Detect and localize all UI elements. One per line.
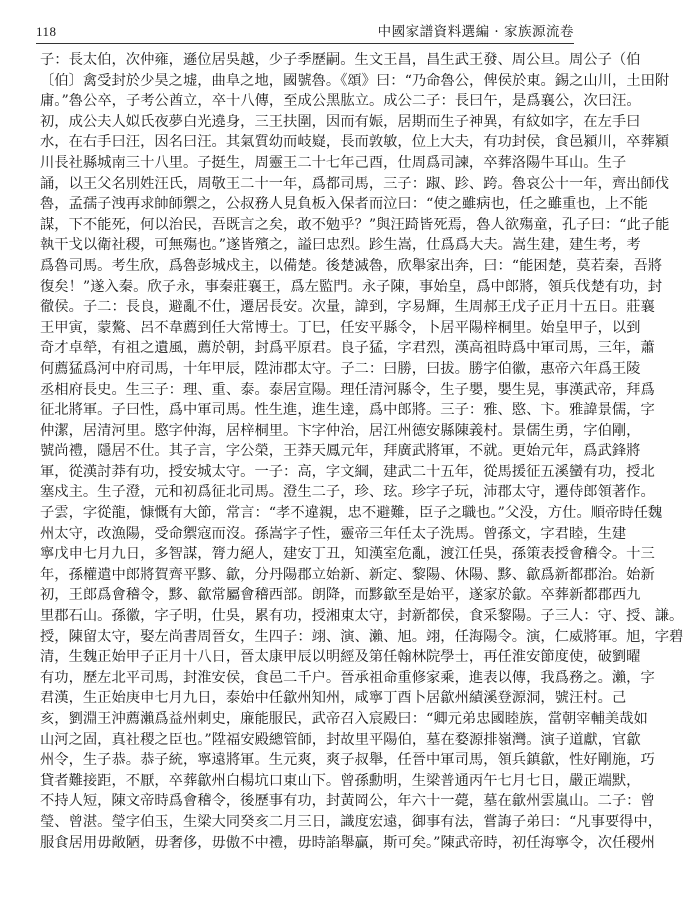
running-header xyxy=(36,14,574,40)
text-line: 號尚禮，隱居不仕。其子言，字公榮，王莽天鳳元年，拜廣武將軍，不就。更始元年，爲武鋒將 xyxy=(40,443,641,460)
text-line: 授，陳留太守，娶左尚書周晉女，生四子：翊、演、瀨、旭。翊，任海陽令。演，仁威將軍。旭，字碧 xyxy=(40,628,683,645)
text-line: 有功，歷左北平司馬，封淮安侯，食邑二千户。晉承祖命重修家乘，進表以傳，我爲務之。瀨，字 xyxy=(40,669,655,686)
text-line: 征北將軍。子曰性，爲中軍司馬。性生進，進生達，爲中郎將。三子：雅、愍、卞。雅諱景儒，字 xyxy=(40,402,655,419)
book-title: 中國家譜資料選編 · 家族源流卷 xyxy=(377,24,574,40)
text-line: 仲潔，居清河里。愍字仲海，居梓桐里。卞字仲治，居江州德安縣陳義村。景儒生勇，字伯剛， xyxy=(40,422,641,439)
header-rule xyxy=(36,43,574,44)
text-line: 塞戍主。生子澄，元和初爲征北司馬。澄生二子，珍、玹。珍字子玩，沛郡太守，遷侍郎領著作。 xyxy=(40,484,655,501)
text-line: 執干戈以衛社稷，可無殤也。”遂皆殯之，謚曰忠烈。跈生嵩，仕爲爲大夫。嵩生建，建生考，考 xyxy=(40,237,641,254)
text-line: 年，孫權遣中郎將賀齊平黟、歙，分丹陽郡立始新、新定、黎陽、休陽、黟、歙爲新都郡治。始新 xyxy=(40,566,655,583)
text-line: 魯，孟孺子洩再求帥師禦之，公叔務人見負板入保者而泣曰：“使之雖病也，任之雖重也，上不能 xyxy=(40,196,648,213)
text-line: 復矣！”遂入秦。欣子永，事秦莊襄王，爲左監門。永子陳，事始皇，爲中郎將，領兵伐楚有功，封 xyxy=(40,278,663,295)
text-line: 瑩、曾湛。瑩字伯玉，生梁大同癸亥二月三日，識度宏遠，御事有法，嘗誨子弟曰：“凡事要得中， xyxy=(40,813,663,830)
text-line: 里郡石山。孫徽，字子明，仕吳，累有功，授湘東太守，封新都侯，食采黎陽。子三人：守、授、謙。 xyxy=(40,608,683,625)
text-line: 君漢，生正始庚申七月九日，泰始中任歙州知州，咸寧丁酉卜居歙州績溪登源洞，號汪村。己 xyxy=(40,690,627,707)
text-line: 貸者難接距，不厭，卒葬歙州白楊坑口東山下。曾孫勳明，生梁普通丙午七月七日，嚴正端默， xyxy=(40,772,641,789)
page-number: 118 xyxy=(36,24,57,39)
text-line: 服食居用毋敞陋，毋奢侈，毋傲不中禮，毋時諂舉贏，斯可矣。”陳武帝時，初任海寧令，次任稷州 xyxy=(40,834,655,851)
text-line: 誦，以王父名別姓汪氏，周敬王二十一年，爲都司馬，三子：踧、跈、跨。魯哀公十一年，齊出師伐 xyxy=(40,175,670,192)
text-line: 何薦猛爲河中府司馬，十年甲辰，陞沛郡太守。子二：曰勝，曰拔。勝字伯徽，惠帝六年爲王陵 xyxy=(40,360,641,377)
text-line: 山河之固，真社稷之臣也。”陞福安殿總管師，封故里平陽伯，墓在婺源排嶺灣。演子道獻，官歙 xyxy=(40,731,641,748)
text-line: 王甲寅，蒙驁、呂不韋薦到任大常博士。丁巳，任安平縣令，卜居平陽梓桐里。始皇甲子，以到 xyxy=(40,319,641,336)
text-line: 丞相府長史。生三子：理、重、泰。泰居宣陽。理任清河縣令，生子嬰，嬰生晃，事漢武帝，拜爲 xyxy=(40,381,655,398)
text-line: 謀，下不能死，何以治民，吾既言之矣，敢不勉乎？”與汪踦皆死焉，魯人欲殤童，孔子曰：“此子能 xyxy=(40,216,670,233)
text-line: 不持人短，陳文帝時爲會稽令，後歷事有功，封黃岡公，年六十一薨，墓在歙州雲嵐山。二子：曾 xyxy=(40,793,655,810)
text-line: 州令，生子恭。恭子統，寧遠將軍。生元爽，爽子叔舉，任晉中軍司馬，領兵鎮歙，性好剛施，巧 xyxy=(40,752,655,769)
body-text xyxy=(40,50,683,853)
text-line: 亥，劉淵王沖薦瀨爲益州刺史，廉能服民，武帝召入宸殿曰：“卿元弟忠國睦族，當朝宰輔美哉如 xyxy=(40,711,648,727)
text-line: 子：長太伯，次仲雍，遜位居吳越，少子季歷嗣。生文王昌，昌生武王發、周公旦。周公子（伯 xyxy=(40,52,641,68)
text-line: 子雲，字從龍，慷慨有大節，常言：“孝不違親，忠不避難，臣子之職也。”父没，方仕。順帝時任魏 xyxy=(40,505,663,522)
text-line: 寧戊申七月九日，多智謀，膂力絕人，建安丁丑，知漢室危亂，渡江任吳，孫策表授會稽令。十三 xyxy=(40,546,655,563)
text-line: 清，生魏正始甲子正月十八日，晉太康甲辰以明經及第任翰林院學士，再任淮安節度使，破劉曜 xyxy=(40,649,641,666)
text-line: 〔伯〕禽受封於少昊之墟，曲阜之地，國號魯。《頌》曰：“乃命魯公，俾侯於東。錫之山川，土田附 xyxy=(40,72,670,89)
text-line: 徹侯。子二：長良，避亂不仕，遷居長安。次量，諱到，字易輝，生周郝王戊子正月十五日。莊襄 xyxy=(40,299,655,316)
text-line: 奇才卓犖，有祖之遺風，薦於朝，封爲平原君。良子猛，字君烈，漢高祖時爲中軍司馬，三年，蕭 xyxy=(40,340,655,357)
text-line: 水，在右手曰汪，因名曰汪。其氣質幼而岐嶷，長而敦敏，位上大夫，有功封侯，食邑潁川，卒葬潁 xyxy=(40,134,670,151)
text-line: 初，王郎爲會稽令，黟、歙常屬會稽西部。朗降，而黟歙至是始平，遂家於歙。卒葬新都郡西九 xyxy=(40,587,641,604)
text-line: 川長社縣城南三十八里。子挺生，周靈王二十七年己酉，仕周爲司諫，卒葬洛陽牛耳山。生子 xyxy=(40,154,627,171)
text-line: 爲魯司馬。考生欣，爲魯彭城戍主，以備楚。後楚滅魯，欣舉家出奔，曰：“能困楚，莫若秦，吾將 xyxy=(40,257,663,274)
text-line: 軍，從漢討莽有功，授安城太守。一子：高，字文綱，建武二十五年，從馬援征五溪蠻有功，授北 xyxy=(40,463,655,480)
text-line: 庸。”魯公卒，子考公酋立，卒十八傳，至成公黑肱立。成公二子：長曰午，是爲襄公，次曰汪。 xyxy=(40,93,641,110)
text-line: 初，成公夫人姒氏夜夢白光遶身，三王扶圍，因而有娠，居期而生子神異，有紋如字，在左手曰 xyxy=(40,113,641,130)
text-line: 州太守，改漁陽，受命禦寇而沒。孫嵩字子性，靈帝三年任太子洗馬。曾孫文，字君睦，生建 xyxy=(40,525,627,542)
